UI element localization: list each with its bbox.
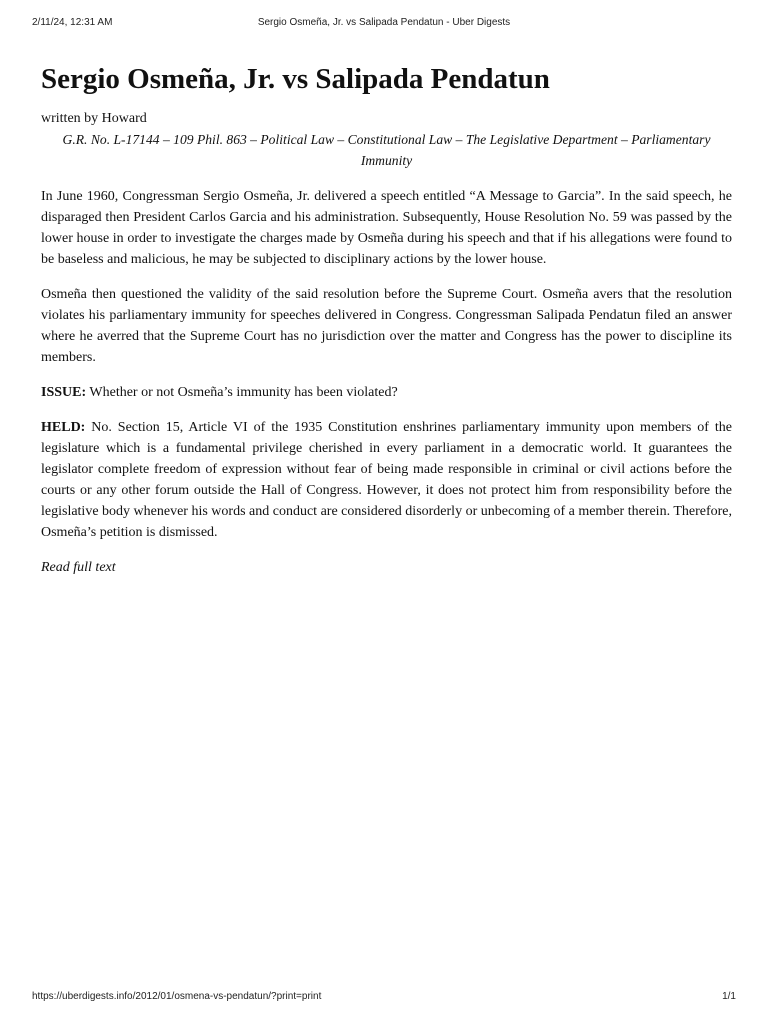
read-full-text-link[interactable]: Read full text [41, 560, 116, 575]
read-more-paragraph [41, 557, 732, 578]
issue-text: Whether or not Osmeña’s immunity has been violated? [86, 385, 398, 400]
held-paragraph [41, 417, 732, 543]
issue-label: ISSUE: [41, 385, 87, 400]
issue-paragraph [41, 382, 732, 403]
print-footer [32, 991, 736, 1005]
print-url: https://uberdigests.info/2012/01/osmena-vs-pendatun/?print=print [32, 991, 322, 1002]
author-line: written by Howard [41, 111, 147, 126]
facts-paragraph-1: In June 1960, Congressman Sergio Osmeña, Jr. delivered a speech entitled “A Message to Garcia”. In the said speech, he disparaged then President Carlos Garcia and his administration. Subsequently, House Resolution No. 59 was passed by the lower house in order to investigate the charges made by Osmeña during his speech and that if his allegations were found to be baseless and malicious, he may be subjected to disciplinary actions by the lower house. [41, 189, 732, 267]
print-header [32, 17, 736, 33]
held-label: HELD: [41, 420, 86, 435]
print-page-title: Sergio Osmeña, Jr. vs Salipada Pendatun - Uber Digests [257, 17, 511, 28]
print-datetime: 2/11/24, 12:31 AM [32, 17, 113, 28]
article [41, 60, 732, 578]
facts-paragraph-2: Osmeña then questioned the validity of the said resolution before the Supreme Court. Osmeña avers that the resolution violates his parliamentary immunity for speeches delivered in Congress. Congressman Salipada Pendatun filed an answer where he averred that the Supreme Court has no jurisdiction over the matter and Congress has the power to discipline its members. [41, 287, 732, 365]
article-title: Sergio Osmeña, Jr. vs Salipada Pendatun [41, 63, 550, 95]
case-citation: G.R. No. L-17144 – 109 Phil. 863 – Political Law – Constitutional Law – The Legislative Department – Parliamentary Immunity [62, 132, 711, 168]
print-page-number: 1/1 [722, 991, 736, 1002]
held-text: No. Section 15, Article VI of the 1935 Constitution enshrines parliamentary immunity upon members of the legislature which is a fundamental privilege cherished in every parliament in a democratic world. It guarantees the legislator complete freedom of expression without fear of being made responsible in criminal or civil actions before the courts or any other forum outside the Hall of Congress. However, it does not protect him from responsibility before the legislative body whenever his words and conduct are considered disorderly or unbecoming of a member therein. Therefore, Osmeña’s petition is dismissed. [41, 420, 732, 540]
